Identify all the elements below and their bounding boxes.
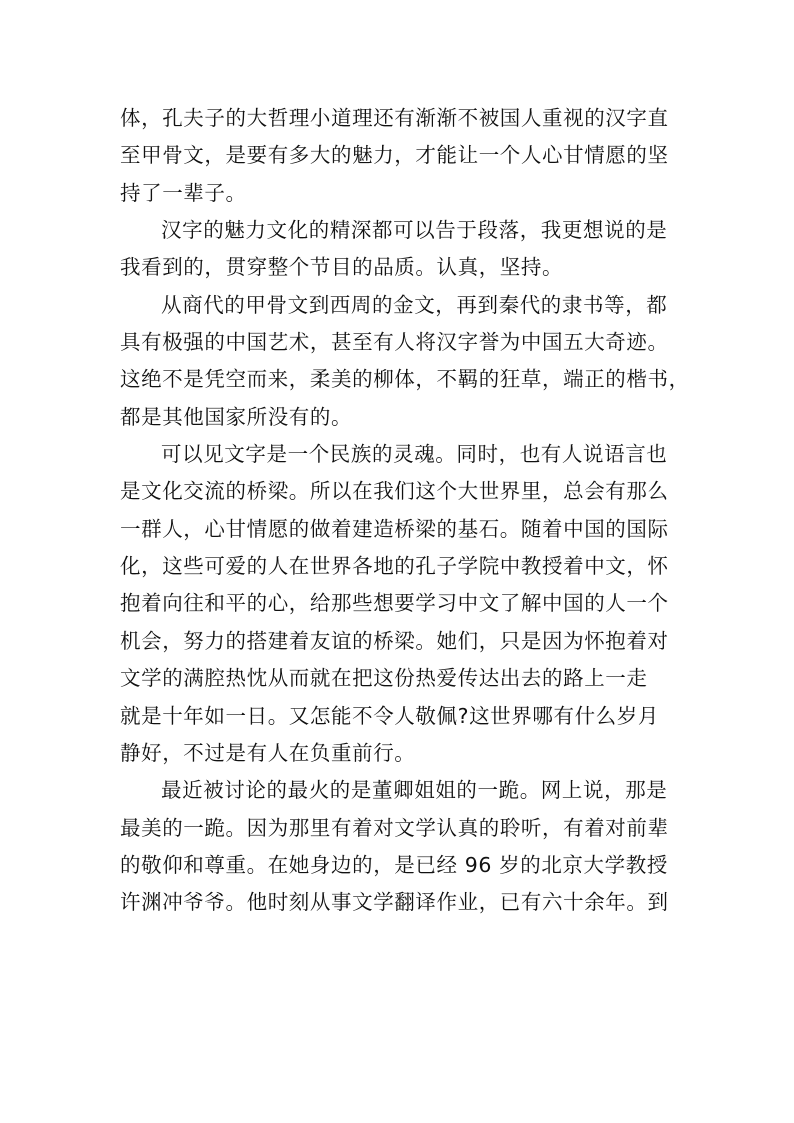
- text-line: 静好，不过是有人在负重前行。: [120, 740, 416, 765]
- text-line: 最美的一跪。因为那里有着对文学认真的聆听，有着对前辈: [120, 815, 669, 840]
- text-line: 抱着向往和平的心，给那些想要学习中文了解中国的人一个: [120, 591, 669, 616]
- text-line: 许渊冲爷爷。他时刻从事文学翻译作业，已有六十余年。到: [120, 890, 669, 915]
- document-body: [120, 100, 690, 922]
- text-line: 具有极强的中国艺术，甚至有人将汉字誉为中国五大奇迹。: [120, 330, 669, 355]
- text-line: 就是十年如一日。又怎能不令人敬佩?这世界哪有什么岁月: [120, 703, 659, 728]
- text-line: 持了一辈子。: [120, 180, 247, 205]
- text-line: 文学的满腔热忱从而就在把这份热爱传达出去的路上一走: [120, 666, 648, 691]
- paragraph-start-line: 汉字的魅力文化的精深都可以告于段落，我更想说的是: [161, 218, 668, 243]
- text-line: 体，孔夫子的大哲理小道理还有渐渐不被国人重视的汉字直: [120, 106, 669, 130]
- text-line: 是文化交流的桥梁。所以在我们这个大世界里，总会有那么: [120, 479, 669, 504]
- text-line: 机会，努力的搭建着友谊的桥梁。她们，只是因为怀抱着对: [120, 628, 669, 653]
- text-line: 都是其他国家所没有的。: [120, 404, 353, 429]
- text-line: 这绝不是凭空而来，柔美的柳体，不羁的狂草，端正的楷书，: [120, 367, 690, 392]
- paragraph-start-line: 最近被讨论的最火的是董卿姐姐的一跪。网上说，那是: [161, 778, 668, 803]
- text-line: 的敬仰和尊重。在她身边的，是已经 96 岁的北京大学教授: [120, 852, 668, 877]
- text-line: 我看到的，贯穿整个节目的品质。认真，坚持。: [120, 255, 564, 280]
- text-line: 至甲骨文，是要有多大的魅力，才能让一个人心甘情愿的坚: [120, 143, 669, 168]
- text-line: 化，这些可爱的人在世界各地的孔子学院中教授着中文，怀: [120, 554, 669, 579]
- paragraph-start-line: 从商代的甲骨文到西周的金文，再到秦代的隶书等，都: [161, 292, 668, 317]
- text-line: 一群人，心甘情愿的做着建造桥梁的基石。随着中国的国际: [120, 516, 669, 541]
- paragraph-start-line: 可以见文字是一个民族的灵魂。同时，也有人说语言也: [161, 442, 668, 467]
